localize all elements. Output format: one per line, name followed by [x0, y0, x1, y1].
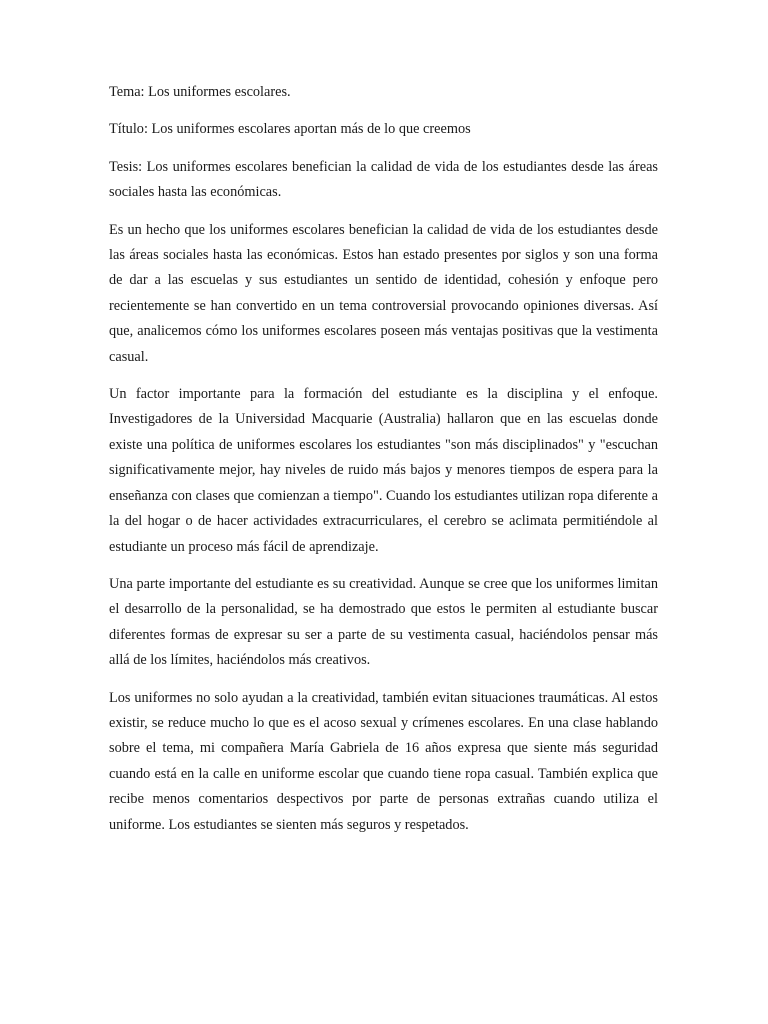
title-line: Título: Los uniformes escolares aportan más de lo que creemos [109, 121, 471, 138]
paragraph-intro: Es un hecho que los uniformes escolares benefician la calidad de vida de los estudiantes desde las áreas sociales hasta las económicas. Estos han estado presentes por siglos y son una forma de dar a las escuelas y sus estudiantes un sentido de identidad, cohesión y enfoque pero recientemente se han convertido en un tema controversial provocando opiniones diversas. Así que, analicemos cómo los uniformes escolares poseen más ventajas positivas que la vestimenta casual. [109, 221, 658, 365]
paragraph-creativity: Una parte importante del estudiante es su creatividad. Aunque se cree que los uniformes limitan el desarrollo de la personalidad, se ha demostrado que estos le permiten al estudiante buscar diferentes formas de expresar su ser a parte de su vestimenta casual, haciéndolos pensar más allá de los límites, haciéndolos más creativos. [109, 575, 658, 669]
topic-line: Tema: Los uniformes escolares. [109, 84, 291, 100]
document-page [109, 80, 658, 850]
thesis-line: Tesis: Los uniformes escolares benefician la calidad de vida de los estudiantes desde las áreas sociales hasta las económicas. [109, 158, 658, 201]
paragraph-safety: Los uniformes no solo ayudan a la creatividad, también evitan situaciones traumáticas. Al estos existir, se reduce mucho lo que es el acoso sexual y crímenes escolares. En una clase hablando sobre el tema, mi compañera María Gabriela de 16 años expresa que siente más seguridad cuando está en la calle en uniforme escolar que cuando tiene ropa casual. También explica que recibe menos comentarios despectivos por parte de personas extrañas cuando utiliza el uniforme. Los estudiantes se sienten más seguros y respetados. [109, 689, 658, 833]
paragraph-discipline: Un factor importante para la formación del estudiante es la disciplina y el enfoque. Investigadores de la Universidad Macquarie (Australia) hallaron que en las escuelas donde existe una política de uniformes escolares los estudiantes "son más disciplinados" y "escuchan significativamente mejor, hay niveles de ruido más bajos y menores tiempos de espera para la enseñanza con clases que comienzan a tiempo". Cuando los estudiantes utilizan ropa diferente a la del hogar o de hacer actividades extracurriculares, el cerebro se aclimata permitiéndole al estudiante un proceso más fácil de aprendizaje. [109, 386, 658, 555]
